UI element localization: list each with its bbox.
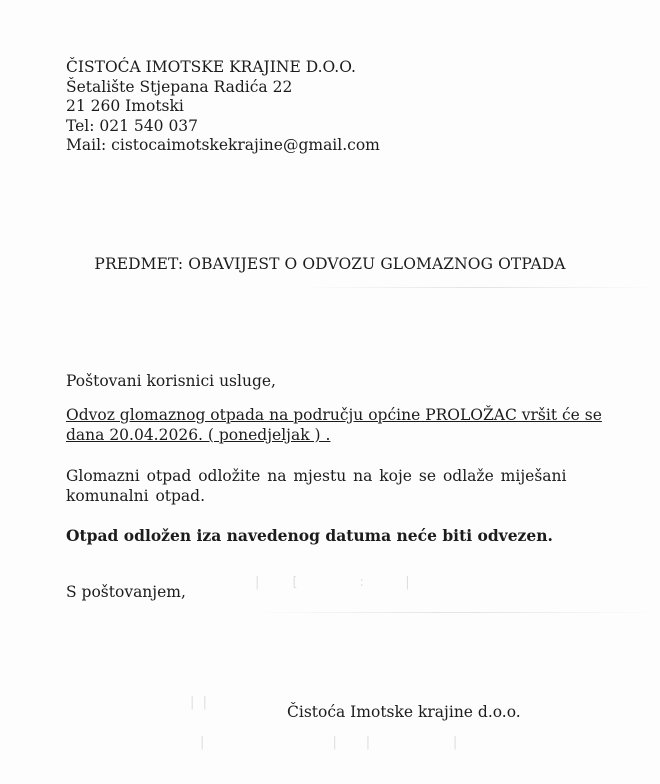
signature-company: Čistoća Imotske krajine d.o.o. <box>287 703 521 721</box>
greeting: Poštovani korisnici usluge, <box>66 372 276 390</box>
deadline-warning: Otpad odložen iza navedenog datuma neće biti odvezen. <box>66 526 553 545</box>
sender-company: ČISTOĆA IMOTSKE KRAJINE D.O.O. <box>66 58 356 76</box>
sender-block <box>66 58 380 156</box>
scan-artifact-line <box>250 612 660 613</box>
bleed-through-mark: | | | | <box>200 735 458 750</box>
bleed-through-mark: | [ : | <box>255 575 410 590</box>
bleed-through-mark: | | <box>190 695 208 710</box>
sender-city: 21 260 Imotski <box>66 97 184 115</box>
sender-email: Mail: cistocaimotskekrajine@gmail.com <box>66 136 380 154</box>
closing-salutation: S poštovanjem, <box>66 583 186 601</box>
sender-street: Šetalište Stjepana Radića 22 <box>66 77 293 96</box>
collection-notice: Odvoz glomaznog otpada na području općine PROLOŽAC vršit će se dana 20.04.2026. ( ponedjeljak ) . <box>66 406 602 444</box>
subject-line: PREDMET: OBAVIJEST O ODVOZU GLOMAZNOG OTPADA <box>94 255 566 273</box>
disposal-instruction: Glomazni otpad odložite na mjestu na koje se odlaže miješani komunalni otpad. <box>66 467 567 505</box>
sender-phone: Tel: 021 540 037 <box>66 116 199 135</box>
scan-artifact-line <box>300 287 660 288</box>
